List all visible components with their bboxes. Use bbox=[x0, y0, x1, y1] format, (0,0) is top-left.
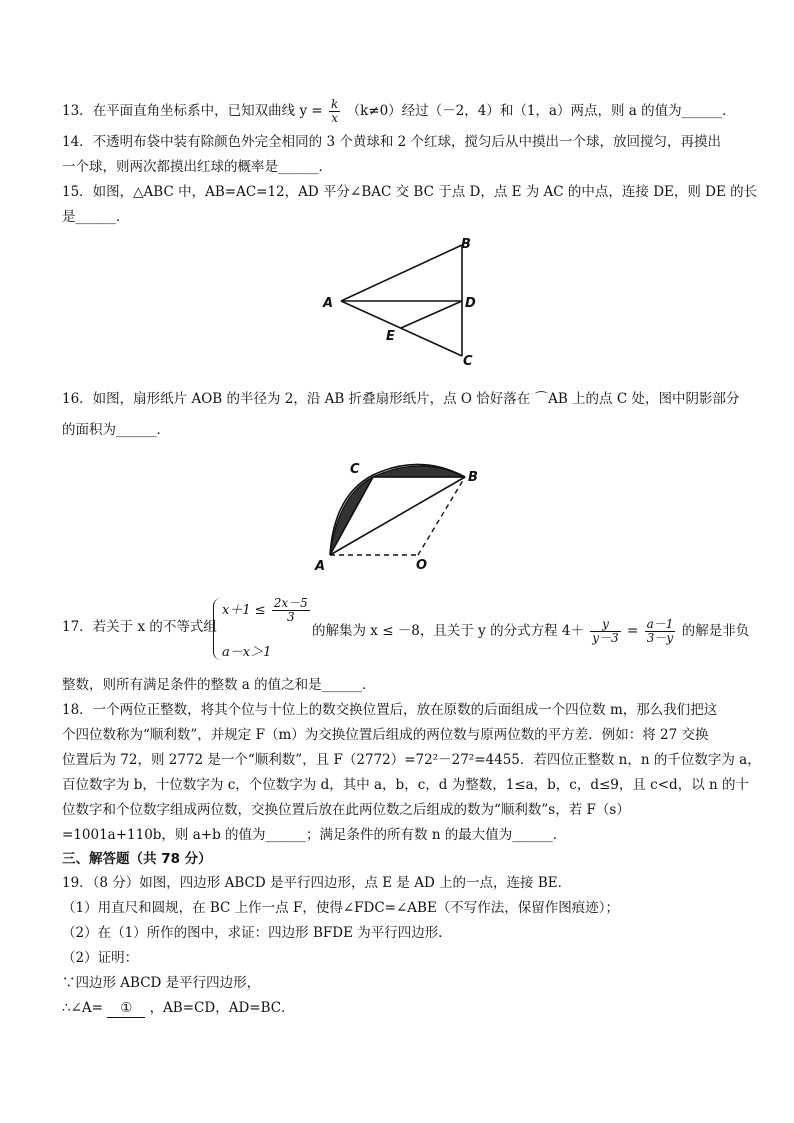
q13-text-post: （k≠0）经过（－2，4）和（1，a）两点，则 a 的值为______． bbox=[346, 103, 736, 119]
q18-line2: 个四位数称为“顺利数”，并规定 F（m）为交换位置后组成的两位数与原两位数的平方差．例如：将 27 交换 bbox=[62, 727, 709, 743]
q19-line5: ∵四边形 ABCD 是平行四边形， bbox=[62, 975, 261, 991]
q17-row1-fraction bbox=[272, 597, 310, 624]
section-3-title: 三、解答题（共 78 分） bbox=[62, 851, 212, 867]
q17-eq-den2: 3－y bbox=[646, 631, 674, 645]
q16-line1: 16．如图，扇形纸片 AOB 的半径为 2，沿 AB 折叠扇形纸片，点 O 恰好落在 ⌒AB 上的点 C 处，图中阴影部分 bbox=[62, 391, 740, 407]
q17-pre: 17．若关于 x 的不等式组 bbox=[62, 619, 217, 635]
q15-label-a: A bbox=[323, 296, 334, 311]
q14-line1: 14．不透明布袋中装有除颜色外完全相同的 3 个黄球和 2 个红球，搅匀后从中摸出一个球，放回搅匀，再摸出 bbox=[62, 134, 722, 150]
q13-fraction bbox=[329, 98, 340, 125]
segment-de bbox=[401, 301, 462, 328]
q19-line3: （2）在（1）所作的图中，求证：四边形 BFDE 为平行四边形． bbox=[62, 925, 452, 941]
q13-frac-num: k bbox=[331, 97, 339, 111]
q19-blank-1: ① bbox=[107, 999, 145, 1018]
q17-row1-left: x＋1 ≤ bbox=[222, 603, 266, 618]
q15-label-b: B bbox=[461, 237, 471, 252]
q16-sector-figure bbox=[310, 455, 490, 575]
q17-post: 的解是非负 bbox=[681, 623, 750, 639]
q13-frac-den: x bbox=[331, 111, 339, 125]
q15-triangle-figure bbox=[315, 232, 485, 372]
q18-line6: =1001a+110b，则 a+b 的值为______；满足条件的所有数 n 的最大值为______． bbox=[62, 827, 567, 843]
q19-line1: 19．（8 分）如图，四边形 ABCD 是平行四边形，点 E 是 AD 上的一点，连接 BE． bbox=[62, 875, 572, 891]
q15-label-d: D bbox=[465, 296, 476, 311]
q16-label-b: B bbox=[468, 470, 478, 485]
q15-label-e: E bbox=[386, 329, 395, 344]
q15-label-c: C bbox=[463, 354, 473, 369]
q14-line2: 一个球，则两次都摸出红球的概率是______． bbox=[62, 159, 332, 175]
q13-line bbox=[62, 98, 736, 125]
q19-line6-post: ，AB=CD，AD=BC． bbox=[149, 1000, 295, 1016]
q17-system-row1 bbox=[222, 597, 312, 624]
q16-label-a: A bbox=[315, 559, 326, 574]
q18-line3: 位置后为 72，则 2772 是一个“顺利数”，且 F（2772）=72²－27²=4455．若四位正整数 n，n 的千位数字为 a， bbox=[62, 752, 761, 768]
q17-eq-num1: y bbox=[590, 618, 620, 632]
q17-eq-den1: y－3 bbox=[592, 631, 619, 645]
q16-label-o: O bbox=[416, 558, 428, 573]
q17-eq-sign: = bbox=[627, 623, 639, 639]
q18-line4: 百位数字为 b，十位数字为 c，个位数字为 d，其中 a，b，c，d 为整数，1≤a，b，c，d≤9，且 c<d，以 n 的十 bbox=[62, 777, 749, 793]
q17-eq-num2: a－1 bbox=[646, 617, 674, 631]
q16-line2: 的面积为______． bbox=[62, 422, 170, 438]
dashed-ob bbox=[418, 477, 465, 555]
q17-row1-num: 2x－5 bbox=[273, 596, 308, 610]
q17-line2: 整数，则所有满足条件的整数 a 的值之和是______． bbox=[62, 677, 376, 693]
q17-mid-text: 的解集为 x ≤ －8，且关于 y 的分式方程 4＋ bbox=[312, 623, 584, 639]
q19-line6 bbox=[62, 999, 295, 1018]
q17-system-row2: a－x＞1 bbox=[222, 645, 272, 660]
segment-ab bbox=[341, 245, 462, 301]
q18-line5: 位数字和个位数字组成两位数，交换位置后放在此两位数之后组成的数为“顺利数”s，若 F（s） bbox=[62, 802, 630, 818]
q17-mid bbox=[312, 618, 749, 645]
q13-text-pre: 13．在平面直角坐标系中，已知双曲线 y = bbox=[62, 103, 323, 119]
q15-line2: 是______． bbox=[62, 209, 130, 225]
q17-eq-frac2 bbox=[645, 618, 676, 645]
q15-line1: 15．如图，△ABC 中，AB=AC=12，AD 平分∠BAC 交 BC 于点 D，点 E 为 AC 的中点，连接 DE，则 DE 的长 bbox=[62, 184, 758, 200]
q17-row1-den: 3 bbox=[286, 610, 295, 624]
q16-label-c: C bbox=[350, 462, 360, 477]
q19-line6-pre: ∴∠A= bbox=[62, 1000, 103, 1016]
q19-line4: （2）证明： bbox=[62, 950, 139, 966]
q19-line2: （1）用直尺和圆规，在 BC 上作一点 F，使得∠FDC=∠ABE（不写作法，保留作图痕迹）； bbox=[62, 900, 620, 916]
q17-eq-frac1 bbox=[590, 618, 620, 645]
q18-line1: 18．一个两位正整数，将其个位与十位上的数交换位置后，放在原数的后面组成一个四位数 m，那么我们把这 bbox=[62, 702, 718, 718]
